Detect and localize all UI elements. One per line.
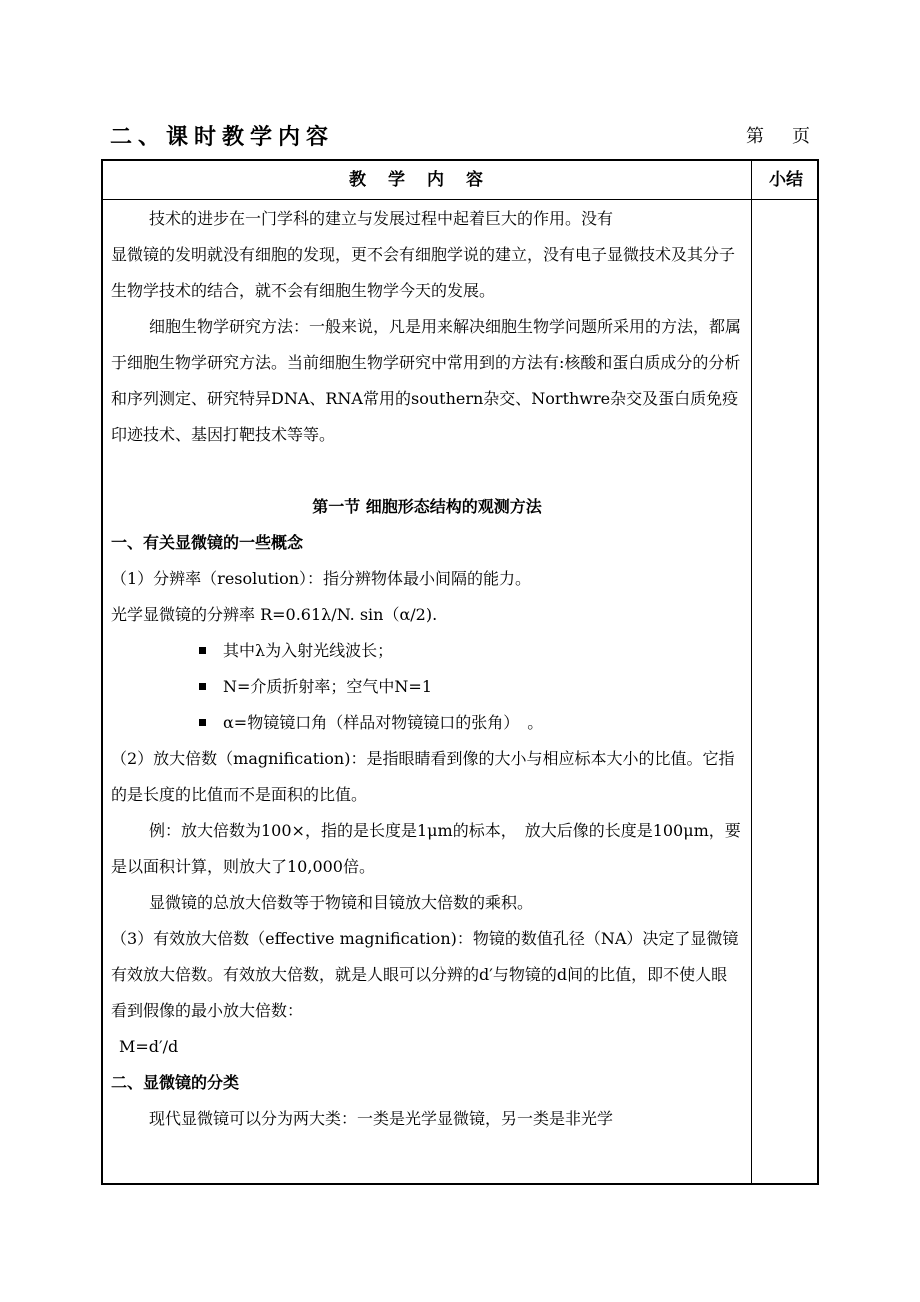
square-bullet-icon [199,647,206,654]
page-title: 二、课时教学内容 [110,125,335,150]
list-item: N=介质折射率；空气中N=1 [199,669,743,705]
page-label-first: 第 [746,126,766,147]
section-title: 第一节 细胞形态结构的观测方法 [312,497,542,516]
list-item: α=物镜镜口角（样品对物镜镜口的张角） 。 [199,705,743,741]
content-body [111,201,743,1137]
column-header-summary: 小结 [769,170,803,190]
column-divider [751,161,752,1183]
page-label-last: 页 [792,126,812,147]
content-table [101,159,819,1185]
formula-variable-list [111,633,743,741]
paragraph-methods: 细胞生物学研究方法：一般来说，凡是用来解决细胞生物学问题所采用的方法，都属于细胞生物学研究方法。当前细胞生物学研究中常用到的方法有:核酸和蛋白质成分的分析和序列测定、研究特异DNA、RNA常用的southern杂交、Northwre杂交及蛋白质免疫印迹技术、基因打靶技术等等。 [111,317,742,444]
page-header [110,120,812,152]
square-bullet-icon [199,683,206,690]
square-bullet-icon [199,719,206,726]
paragraph-classification: 现代显微镜可以分为两大类：一类是光学显微镜，另一类是非光学 [149,1109,614,1128]
item-effective-magnification: （3）有效放大倍数（effective magnification)：物镜的数值孔径（NA）决定了显微镜有效放大倍数。有效放大倍数，就是人眼可以分辨的d′与物镜的d间的比值，即不使人眼看到假像的最小放大倍数： [111,929,739,1020]
column-header-content: 教学内容 [349,170,505,190]
header-divider [103,199,817,200]
formula-m: M=d′/d [119,1037,179,1056]
item-magnification: （2）放大倍数（magnification)：是指眼睛看到像的大小与相应标本大小的比值。它指的是长度的比值而不是面积的比值。 [111,749,735,804]
paragraph-intro-2: 显微镜的发明就没有细胞的发现，更不会有细胞学说的建立，没有电子显微技术及其分子生物学技术的结合，就不会有细胞生物学今天的发展。 [111,245,736,300]
heading-classification: 二、显微镜的分类 [111,1073,240,1092]
page-number [746,122,812,148]
paragraph-total-magnification: 显微镜的总放大倍数等于物镜和目镜放大倍数的乘积。 [149,893,534,912]
heading-concepts: 一、有关显微镜的一些概念 [111,533,304,552]
list-item: 其中λ为入射光线波长； [199,633,743,669]
resolution-formula: 光学显微镜的分辨率 R=0.61λ/N. sin（α/2). [111,605,438,624]
item-resolution: （1）分辨率（resolution）：指分辨物体最小间隔的能力。 [111,569,532,588]
paragraph-example: 例：放大倍数为100×，指的是长度是1μm的标本， 放大后像的长度是100μm，要是以面积计算，则放大了10,000倍。 [111,821,741,876]
paragraph-intro-1: 技术的进步在一门学科的建立与发展过程中起着巨大的作用。没有 [149,209,614,228]
